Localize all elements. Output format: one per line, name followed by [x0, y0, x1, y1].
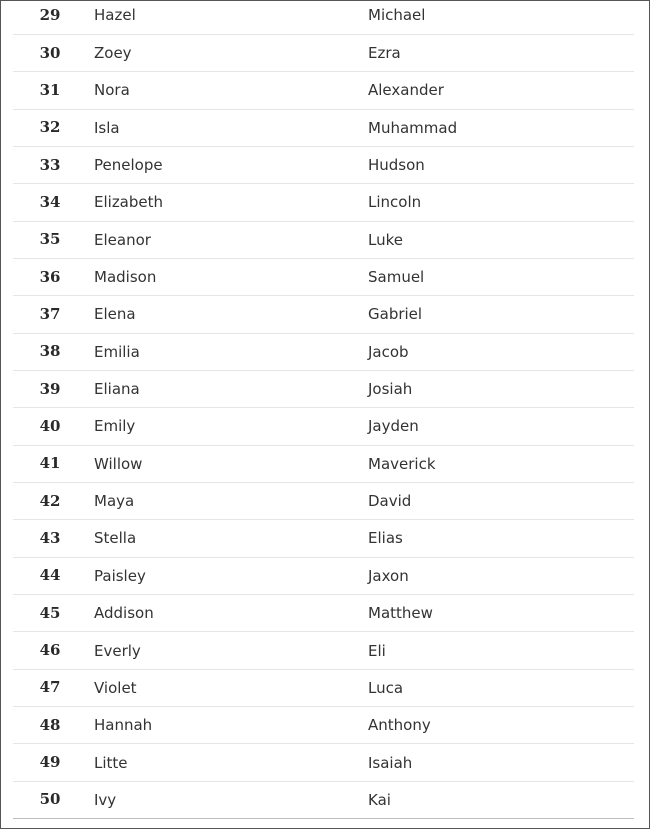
rank-cell	[13, 296, 94, 333]
girl-name-cell: Isla	[94, 109, 368, 146]
rank-number: 30	[39, 43, 61, 62]
table-row	[13, 109, 634, 146]
table-row	[13, 370, 634, 407]
rank-number: 29	[39, 5, 61, 24]
rank-cell	[13, 557, 94, 594]
rank-cell	[13, 34, 94, 71]
girl-name-cell: Addison	[94, 595, 368, 632]
boy-name-cell: Lincoln	[368, 184, 634, 221]
rank-cell	[13, 482, 94, 519]
rank-number: 42	[39, 491, 61, 510]
rank-number: 48	[39, 715, 61, 734]
table-row	[13, 445, 634, 482]
table-row	[13, 482, 634, 519]
girl-name-cell: Stella	[94, 520, 368, 557]
rank-cell	[13, 72, 94, 109]
girl-name-cell: Hannah	[94, 707, 368, 744]
rank-number: 41	[39, 454, 61, 473]
table-row	[13, 258, 634, 295]
girl-name-cell: Nora	[94, 72, 368, 109]
girl-name-cell: Paisley	[94, 557, 368, 594]
rank-number: 36	[39, 267, 61, 286]
boy-name-cell: Isaiah	[368, 744, 634, 781]
rank-number: 32	[39, 118, 61, 137]
boy-name-cell: Luca	[368, 669, 634, 706]
rank-number: 40	[39, 416, 61, 435]
boy-name-cell: Eli	[368, 632, 634, 669]
table-row	[13, 408, 634, 445]
rank-number: 33	[39, 155, 61, 174]
boy-name-cell: Maverick	[368, 445, 634, 482]
rank-cell	[13, 408, 94, 445]
rank-number: 37	[39, 304, 61, 323]
boy-name-cell: Kai	[368, 781, 634, 818]
rank-number: 35	[39, 230, 61, 249]
boy-name-cell: Jayden	[368, 408, 634, 445]
rank-number: 38	[39, 342, 61, 361]
boy-name-cell: Ezra	[368, 34, 634, 71]
rank-number: 49	[39, 753, 61, 772]
table-row	[13, 632, 634, 669]
girl-name-cell: Eliana	[94, 370, 368, 407]
table-row	[13, 557, 634, 594]
table-row	[13, 333, 634, 370]
girl-name-cell: Madison	[94, 258, 368, 295]
girl-name-cell: Emilia	[94, 333, 368, 370]
rank-number: 50	[39, 790, 61, 809]
rank-cell	[13, 221, 94, 258]
table-row	[13, 146, 634, 183]
boy-name-cell: Gabriel	[368, 296, 634, 333]
table-row	[13, 707, 634, 744]
table-row	[13, 72, 634, 109]
rank-number: 34	[39, 192, 61, 211]
girl-name-cell: Eleanor	[94, 221, 368, 258]
boy-name-cell: Michael	[368, 0, 634, 34]
girl-name-cell: Zoey	[94, 34, 368, 71]
table-row	[13, 595, 634, 632]
girl-name-cell: Hazel	[94, 0, 368, 34]
rank-number: 46	[39, 641, 61, 660]
rank-cell	[13, 146, 94, 183]
boy-name-cell: Josiah	[368, 370, 634, 407]
boy-name-cell: Hudson	[368, 146, 634, 183]
table-row	[13, 221, 634, 258]
rank-number: 44	[39, 566, 61, 585]
rank-cell	[13, 184, 94, 221]
rank-number: 43	[39, 528, 61, 547]
rank-number: 31	[39, 80, 61, 99]
girl-name-cell: Violet	[94, 669, 368, 706]
rank-cell	[13, 0, 94, 34]
girl-name-cell: Elena	[94, 296, 368, 333]
boy-name-cell: Muhammad	[368, 109, 634, 146]
boy-name-cell: Luke	[368, 221, 634, 258]
table-row	[13, 781, 634, 818]
rank-cell	[13, 744, 94, 781]
girl-name-cell: Emily	[94, 408, 368, 445]
boy-name-cell: Alexander	[368, 72, 634, 109]
girl-name-cell: Ivy	[94, 781, 368, 818]
girl-name-cell: Elizabeth	[94, 184, 368, 221]
rank-cell	[13, 632, 94, 669]
girl-name-cell: Litte	[94, 744, 368, 781]
rank-cell	[13, 445, 94, 482]
boy-name-cell: Matthew	[368, 595, 634, 632]
girl-name-cell: Willow	[94, 445, 368, 482]
table-row	[13, 184, 634, 221]
rank-number: 45	[39, 603, 61, 622]
table-row	[13, 296, 634, 333]
table-row	[13, 520, 634, 557]
girl-name-cell: Everly	[94, 632, 368, 669]
table-row	[13, 669, 634, 706]
boy-name-cell: Jacob	[368, 333, 634, 370]
table-row	[13, 744, 634, 781]
girl-name-cell: Maya	[94, 482, 368, 519]
baby-names-table	[13, 0, 634, 819]
names-table-body	[13, 0, 634, 819]
boy-name-cell: Samuel	[368, 258, 634, 295]
rank-cell	[13, 370, 94, 407]
rank-cell	[13, 781, 94, 818]
rank-number: 47	[39, 678, 61, 697]
boy-name-cell: Anthony	[368, 707, 634, 744]
table-row	[13, 0, 634, 34]
rank-cell	[13, 707, 94, 744]
boy-name-cell: Jaxon	[368, 557, 634, 594]
rank-cell	[13, 669, 94, 706]
rank-cell	[13, 520, 94, 557]
rank-cell	[13, 258, 94, 295]
rank-cell	[13, 595, 94, 632]
boy-name-cell: David	[368, 482, 634, 519]
rank-cell	[13, 109, 94, 146]
table-row	[13, 34, 634, 71]
boy-name-cell: Elias	[368, 520, 634, 557]
girl-name-cell: Penelope	[94, 146, 368, 183]
rank-cell	[13, 333, 94, 370]
rank-number: 39	[39, 379, 61, 398]
